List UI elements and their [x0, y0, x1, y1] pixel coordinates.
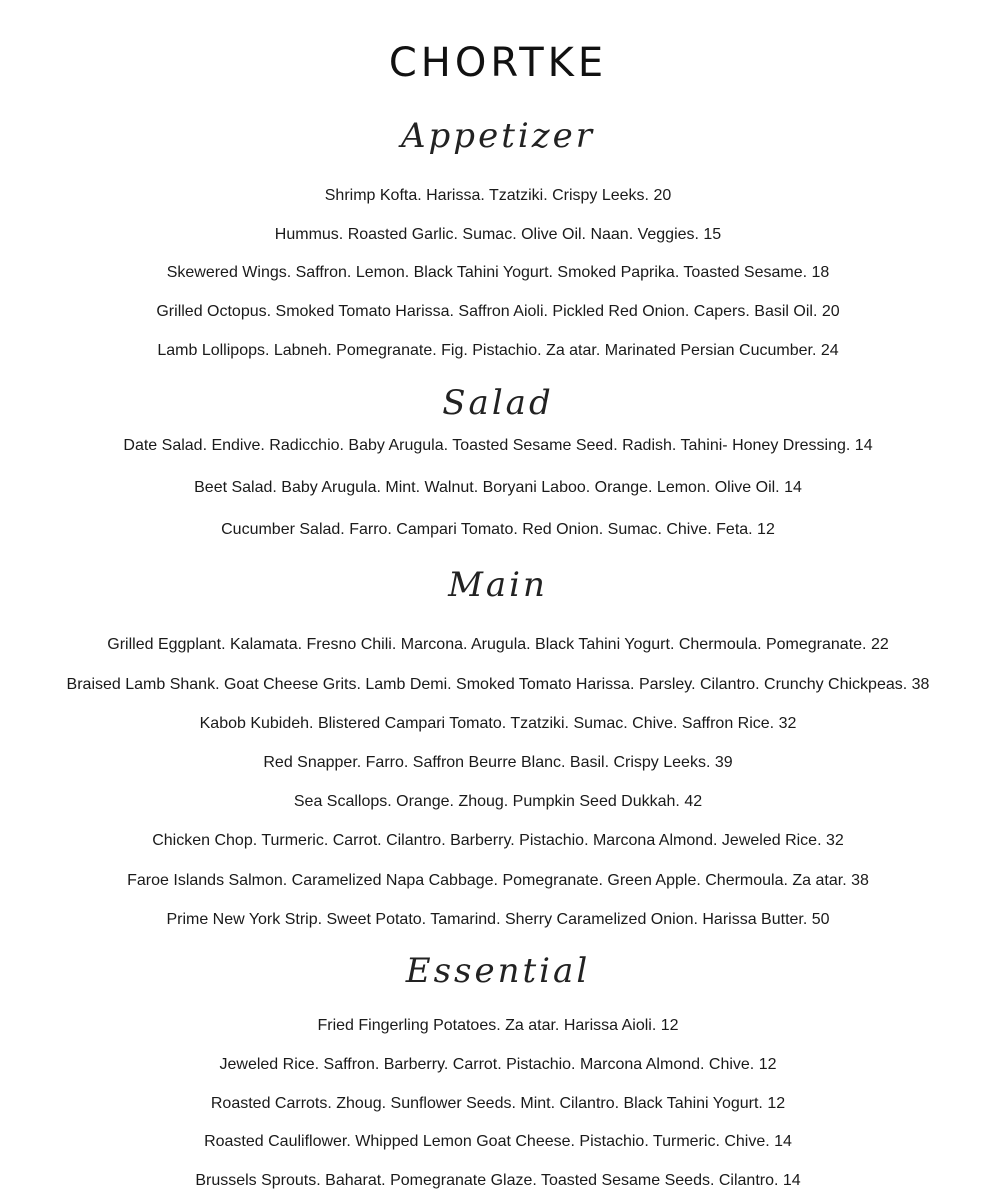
- section-title-salad: Salad: [442, 383, 554, 423]
- section-title-essential: Essential: [405, 951, 591, 991]
- menu-item: Jeweled Rice. Saffron. Barberry. Carrot. Pistachio. Marcona Almond. Chive. 12: [219, 1056, 777, 1073]
- menu-item: Braised Lamb Shank. Goat Cheese Grits. Lamb Demi. Smoked Tomato Harissa. Parsley. Cilantro. Crunchy Chickpeas. 38: [66, 676, 930, 693]
- menu-item: Lamb Lollipops. Labneh. Pomegranate. Fig. Pistachio. Za atar. Marinated Persian Cucumber. 24: [157, 342, 839, 359]
- menu-item: Kabob Kubideh. Blistered Campari Tomato. Tzatziki. Sumac. Chive. Saffron Rice. 32: [199, 715, 797, 732]
- menu-item: Brussels Sprouts. Baharat. Pomegranate Glaze. Toasted Sesame Seeds. Cilantro. 14: [195, 1172, 801, 1189]
- menu-item: Sea Scallops. Orange. Zhoug. Pumpkin Seed Dukkah. 42: [293, 793, 703, 810]
- menu-item: Prime New York Strip. Sweet Potato. Tamarind. Sherry Caramelized Onion. Harissa Butter. 50: [166, 911, 830, 928]
- menu-item: Roasted Carrots. Zhoug. Sunflower Seeds. Mint. Cilantro. Black Tahini Yogurt. 12: [210, 1095, 786, 1112]
- menu-item: Beet Salad. Baby Arugula. Mint. Walnut. Boryani Laboo. Orange. Lemon. Olive Oil. 14: [194, 479, 802, 496]
- menu-item: Roasted Cauliflower. Whipped Lemon Goat Cheese. Pistachio. Turmeric. Chive. 14: [204, 1133, 792, 1150]
- menu-item: Cucumber Salad. Farro. Campari Tomato. Red Onion. Sumac. Chive. Feta. 12: [221, 521, 775, 538]
- section-title-appetizer: Appetizer: [400, 116, 596, 156]
- menu-item: Skewered Wings. Saffron. Lemon. Black Tahini Yogurt. Smoked Paprika. Toasted Sesame. 18: [166, 264, 830, 281]
- menu-item: Faroe Islands Salmon. Caramelized Napa Cabbage. Pomegranate. Green Apple. Chermoula. Za atar. 38: [127, 872, 869, 889]
- menu-item: Date Salad. Endive. Radicchio. Baby Arugula. Toasted Sesame Seed. Radish. Tahini- Honey Dressing. 14: [123, 437, 873, 454]
- menu-item: Shrimp Kofta. Harissa. Tzatziki. Crispy Leeks. 20: [324, 187, 672, 204]
- menu-item: Hummus. Roasted Garlic. Sumac. Olive Oil. Naan. Veggies. 15: [274, 226, 722, 243]
- menu-item: Grilled Eggplant. Kalamata. Fresno Chili. Marcona. Arugula. Black Tahini Yogurt. Chermoula. Pomegranate. 22: [107, 636, 889, 653]
- restaurant-name: CHORTKE: [388, 40, 608, 86]
- menu-item: Grilled Octopus. Smoked Tomato Harissa. Saffron Aioli. Pickled Red Onion. Capers. Basil Oil. 20: [156, 303, 840, 320]
- menu-item: Red Snapper. Farro. Saffron Beurre Blanc. Basil. Crispy Leeks. 39: [263, 754, 733, 771]
- menu-item: Chicken Chop. Turmeric. Carrot. Cilantro. Barberry. Pistachio. Marcona Almond. Jeweled Rice. 32: [152, 832, 844, 849]
- section-title-main: Main: [448, 565, 548, 605]
- menu-item: Fried Fingerling Potatoes. Za atar. Harissa Aioli. 12: [317, 1017, 679, 1034]
